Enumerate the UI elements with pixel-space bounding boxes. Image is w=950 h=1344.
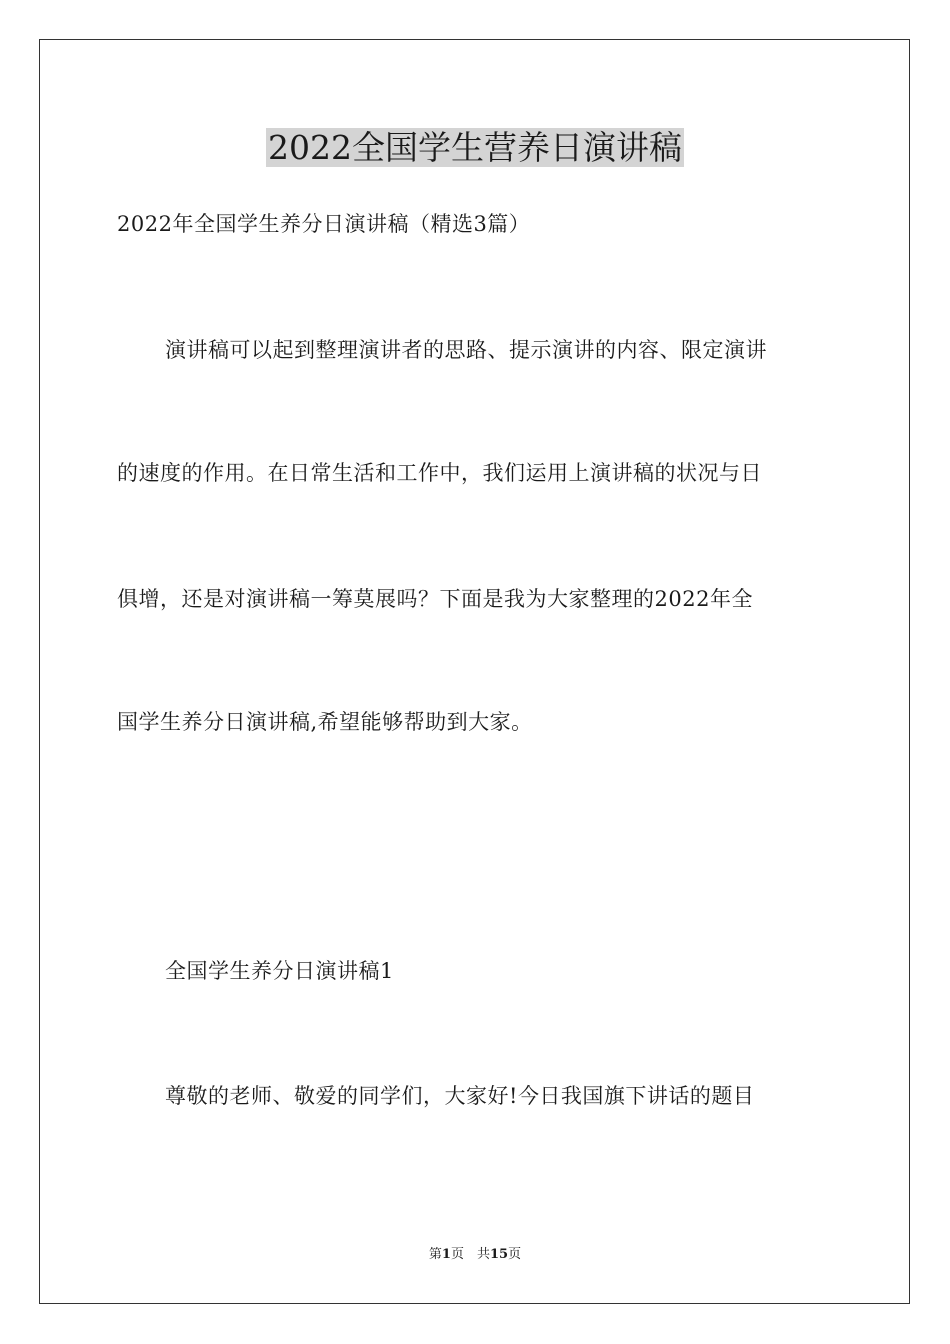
footer-page-total: 15	[489, 1247, 509, 1262]
document-title-text: 2022全国学生营养日演讲稿	[268, 128, 682, 167]
document-title	[0, 124, 950, 172]
body-line-1: 尊敬的老师、敬爱的同学们，大家好!今日我国旗下讲话的题目	[165, 1084, 755, 1108]
footer-page-suffix: 页	[508, 1247, 522, 1262]
footer-page-prefix: 第	[428, 1247, 442, 1262]
intro-line-3: 俱增，还是对演讲稿一筹莫展吗？下面是我为大家整理的2022年全	[117, 587, 753, 611]
intro-line-4: 国学生养分日演讲稿,希望能够帮助到大家。	[117, 710, 533, 734]
section-heading: 全国学生养分日演讲稿1	[165, 959, 394, 983]
footer-page-current: 1	[441, 1247, 451, 1262]
intro-line-1: 演讲稿可以起到整理演讲者的思路、提示演讲的内容、限定演讲	[165, 338, 767, 362]
intro-line-2: 的速度的作用。在日常生活和工作中，我们运用上演讲稿的状况与日	[117, 461, 762, 485]
footer-page-mid: 页 共	[450, 1247, 490, 1262]
page-footer	[0, 1246, 950, 1264]
document-subtitle: 2022年全国学生养分日演讲稿（精选3篇）	[117, 212, 531, 236]
